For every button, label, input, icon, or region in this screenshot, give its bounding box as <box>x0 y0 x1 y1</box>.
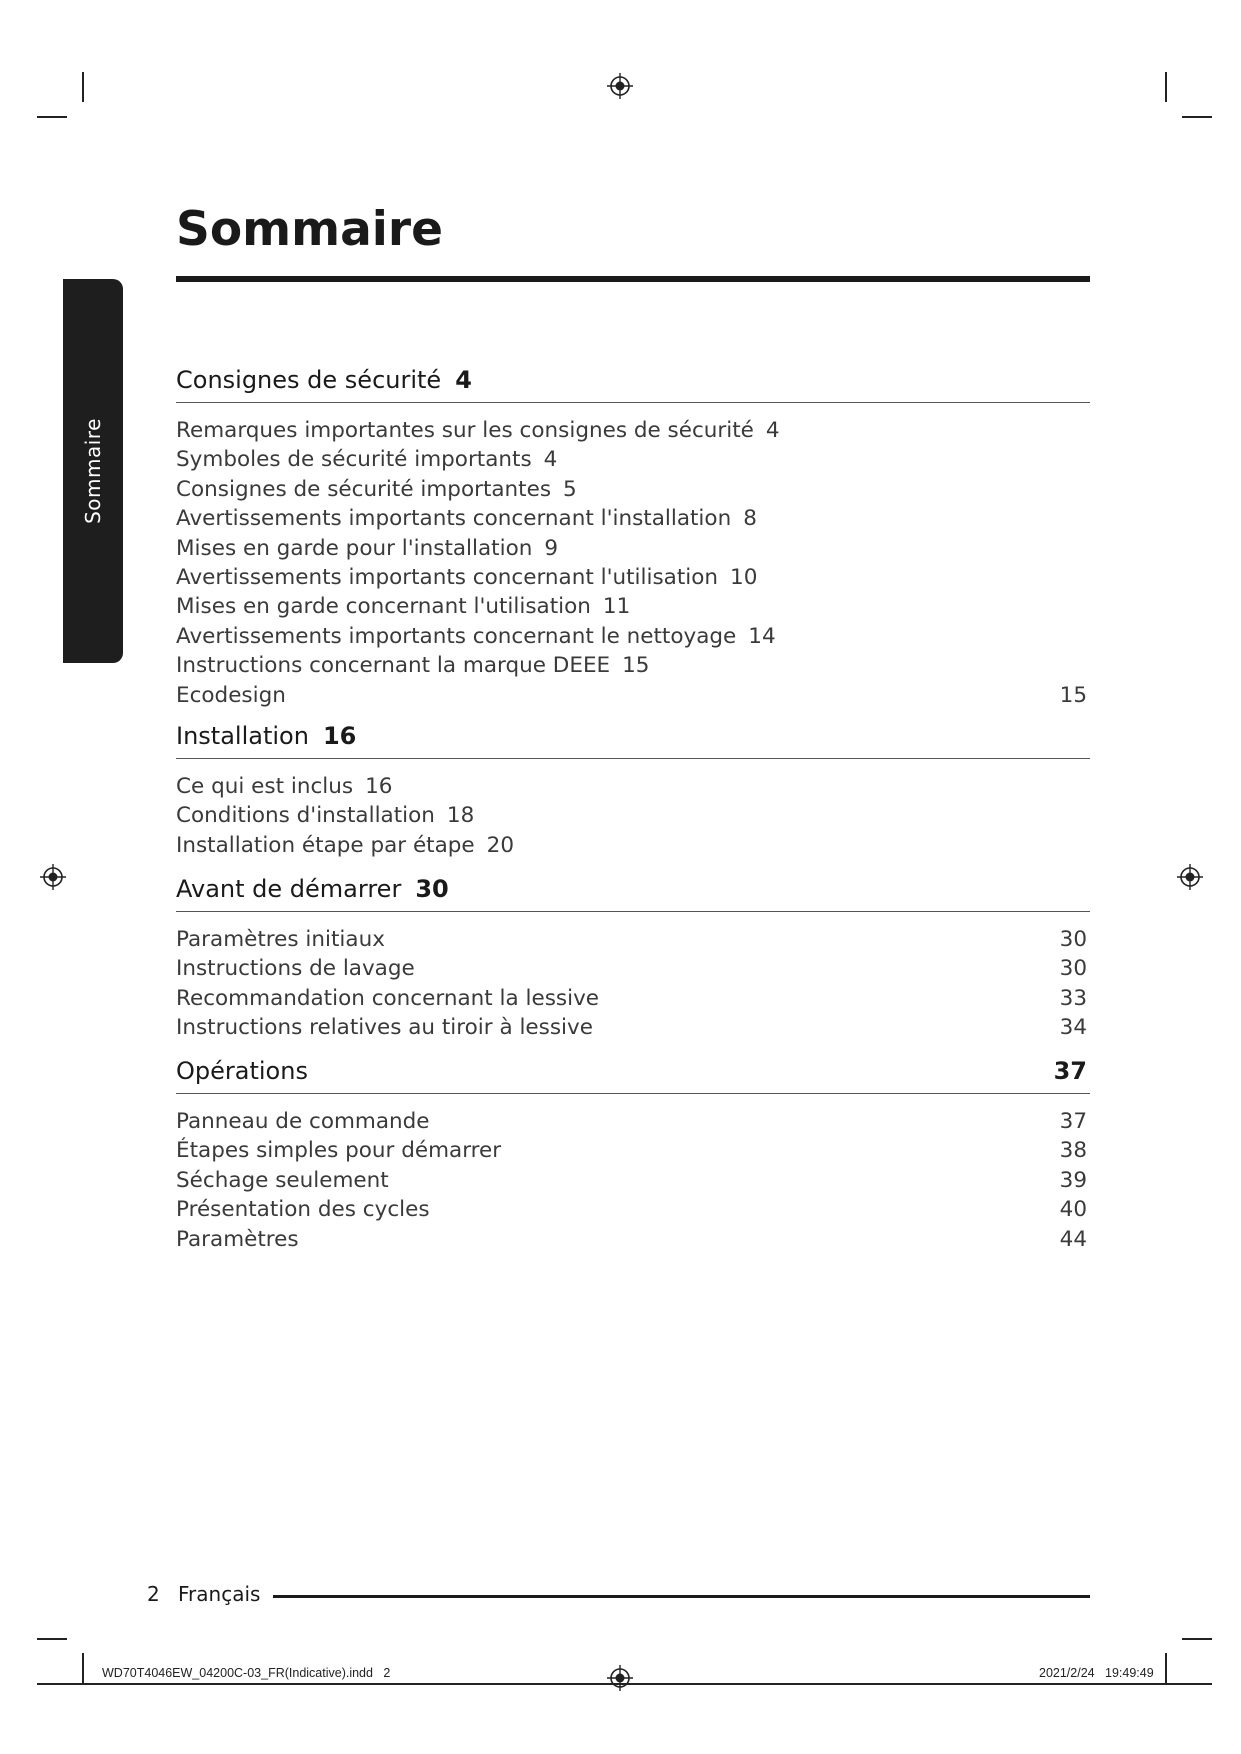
toc-item <box>176 986 1090 1015</box>
toc-item-label: Séchage seulement <box>176 1167 389 1193</box>
section-heading <box>176 722 1090 759</box>
toc-item-page: 15 <box>1059 682 1087 708</box>
side-tab <box>63 279 123 663</box>
toc-item-label: Paramètres <box>176 1226 299 1252</box>
toc-item-page: 5 <box>563 476 577 502</box>
footer-page-number: 2 <box>147 1582 160 1606</box>
toc-item-page: 39 <box>1059 1167 1087 1193</box>
toc-item-label: Installation étape par étape <box>176 832 475 858</box>
toc-item-label: Symboles de sécurité importants <box>176 447 532 473</box>
toc-item-page: 30 <box>1059 956 1087 982</box>
toc-item <box>176 653 1090 682</box>
crop-mark <box>37 116 67 118</box>
toc-item <box>176 1109 1090 1138</box>
toc-item-label: Consignes de sécurité importantes <box>176 476 552 502</box>
crop-mark <box>82 1653 84 1683</box>
toc-section <box>176 1057 1090 1256</box>
section-page: 37 <box>1053 1057 1087 1085</box>
toc-item <box>176 803 1090 832</box>
section-heading <box>176 366 1090 403</box>
section-heading <box>176 875 1090 912</box>
toc-item-page: 15 <box>622 653 650 679</box>
section-heading <box>176 1057 1090 1094</box>
toc-item-label: Mises en garde concernant l'utilisation <box>176 594 591 620</box>
toc-item <box>176 1015 1090 1044</box>
slug-filename: WD70T4046EW_04200C-03_FR(Indicative).indd 2 <box>102 1666 391 1680</box>
footer-language: Français <box>178 1582 261 1606</box>
slug-datetime: 2021/2/24 19:49:49 <box>1039 1666 1154 1680</box>
toc-item <box>176 418 1090 447</box>
toc-item-page: 30 <box>1059 927 1087 952</box>
toc-item <box>176 927 1090 956</box>
toc-item <box>176 833 1090 862</box>
toc-item <box>176 536 1090 565</box>
toc-item-label: Remarques importantes sur les consignes de sécurité <box>176 418 754 443</box>
toc-item <box>176 624 1090 653</box>
toc-item-page: 9 <box>544 535 559 561</box>
toc-item <box>176 447 1090 476</box>
toc-item-label: Ce qui est inclus <box>176 774 354 799</box>
toc-item-page: 16 <box>365 774 393 799</box>
toc-item-label: Instructions relatives au tiroir à lessive <box>176 1015 593 1041</box>
toc-item-label: Étapes simples pour démarrer <box>176 1138 502 1164</box>
registration-mark-icon <box>40 864 66 890</box>
toc-item-label: Ecodesign <box>176 682 286 708</box>
toc-item-page: 11 <box>602 594 631 620</box>
toc-item-page: 40 <box>1059 1197 1087 1223</box>
toc-item-page: 20 <box>486 832 515 858</box>
toc-item-label: Panneau de commande <box>176 1109 430 1134</box>
toc-item-label: Avertissements importants concernant l'utilisation <box>176 564 719 590</box>
toc-item-label: Conditions d'installation <box>176 803 435 829</box>
section-title: Avant de démarrer <box>176 875 402 903</box>
section-page: 16 <box>322 722 357 750</box>
toc-item-page: 34 <box>1059 1015 1087 1041</box>
toc-item-page: 10 <box>730 564 758 590</box>
toc-item-label: Instructions concernant la marque DEEE <box>176 653 611 679</box>
toc-section <box>176 722 1090 862</box>
toc-item-label: Présentation des cycles <box>176 1197 430 1223</box>
crop-mark <box>1165 72 1167 102</box>
title-rule <box>176 276 1090 282</box>
registration-mark-icon <box>607 73 633 99</box>
toc-item <box>176 774 1090 803</box>
toc-item <box>176 565 1090 594</box>
toc-item <box>176 1138 1090 1167</box>
toc-item <box>176 1168 1090 1197</box>
toc-item-page: 37 <box>1059 1109 1087 1134</box>
toc-item-label: Avertissements importants concernant l'installation <box>176 506 732 532</box>
toc-item <box>176 683 1090 712</box>
toc-item <box>176 477 1090 506</box>
toc-item-page: 44 <box>1059 1226 1087 1252</box>
section-title: Consignes de sécurité <box>176 366 442 394</box>
toc-item-page: 38 <box>1059 1138 1087 1164</box>
toc-section <box>176 875 1090 1045</box>
toc-item-page: 4 <box>543 447 558 473</box>
toc-item-label: Avertissements importants concernant le nettoyage <box>176 623 737 649</box>
registration-mark-icon <box>607 1665 633 1691</box>
crop-mark <box>1182 1638 1212 1640</box>
section-title: Opérations <box>176 1057 308 1085</box>
toc-item-page: 8 <box>743 506 757 532</box>
crop-mark <box>82 72 84 102</box>
registration-mark-icon <box>1177 864 1203 890</box>
section-page: 30 <box>415 875 449 903</box>
side-tab-label: Sommaire <box>81 418 105 524</box>
toc-item <box>176 594 1090 623</box>
section-page: 4 <box>455 366 472 394</box>
toc-item-page: 33 <box>1059 985 1087 1011</box>
toc-item <box>176 956 1090 985</box>
footer-rule <box>273 1595 1090 1598</box>
toc-item <box>176 1197 1090 1226</box>
toc-item <box>176 1227 1090 1256</box>
toc-item-page: 4 <box>765 418 780 443</box>
toc-item-label: Recommandation concernant la lessive <box>176 985 600 1011</box>
toc-item-page: 14 <box>748 623 776 649</box>
section-title: Installation <box>176 722 309 750</box>
toc-item-label: Instructions de lavage <box>176 956 415 982</box>
crop-mark <box>37 1638 67 1640</box>
toc-item-page: 18 <box>446 803 475 829</box>
crop-mark <box>1165 1653 1167 1683</box>
toc-item <box>176 506 1090 535</box>
crop-mark <box>1182 116 1212 118</box>
toc-item-label: Mises en garde pour l'installation <box>176 535 533 561</box>
page-title: Sommaire <box>176 202 443 257</box>
toc-item-label: Paramètres initiaux <box>176 927 385 952</box>
toc-section <box>176 366 1090 712</box>
